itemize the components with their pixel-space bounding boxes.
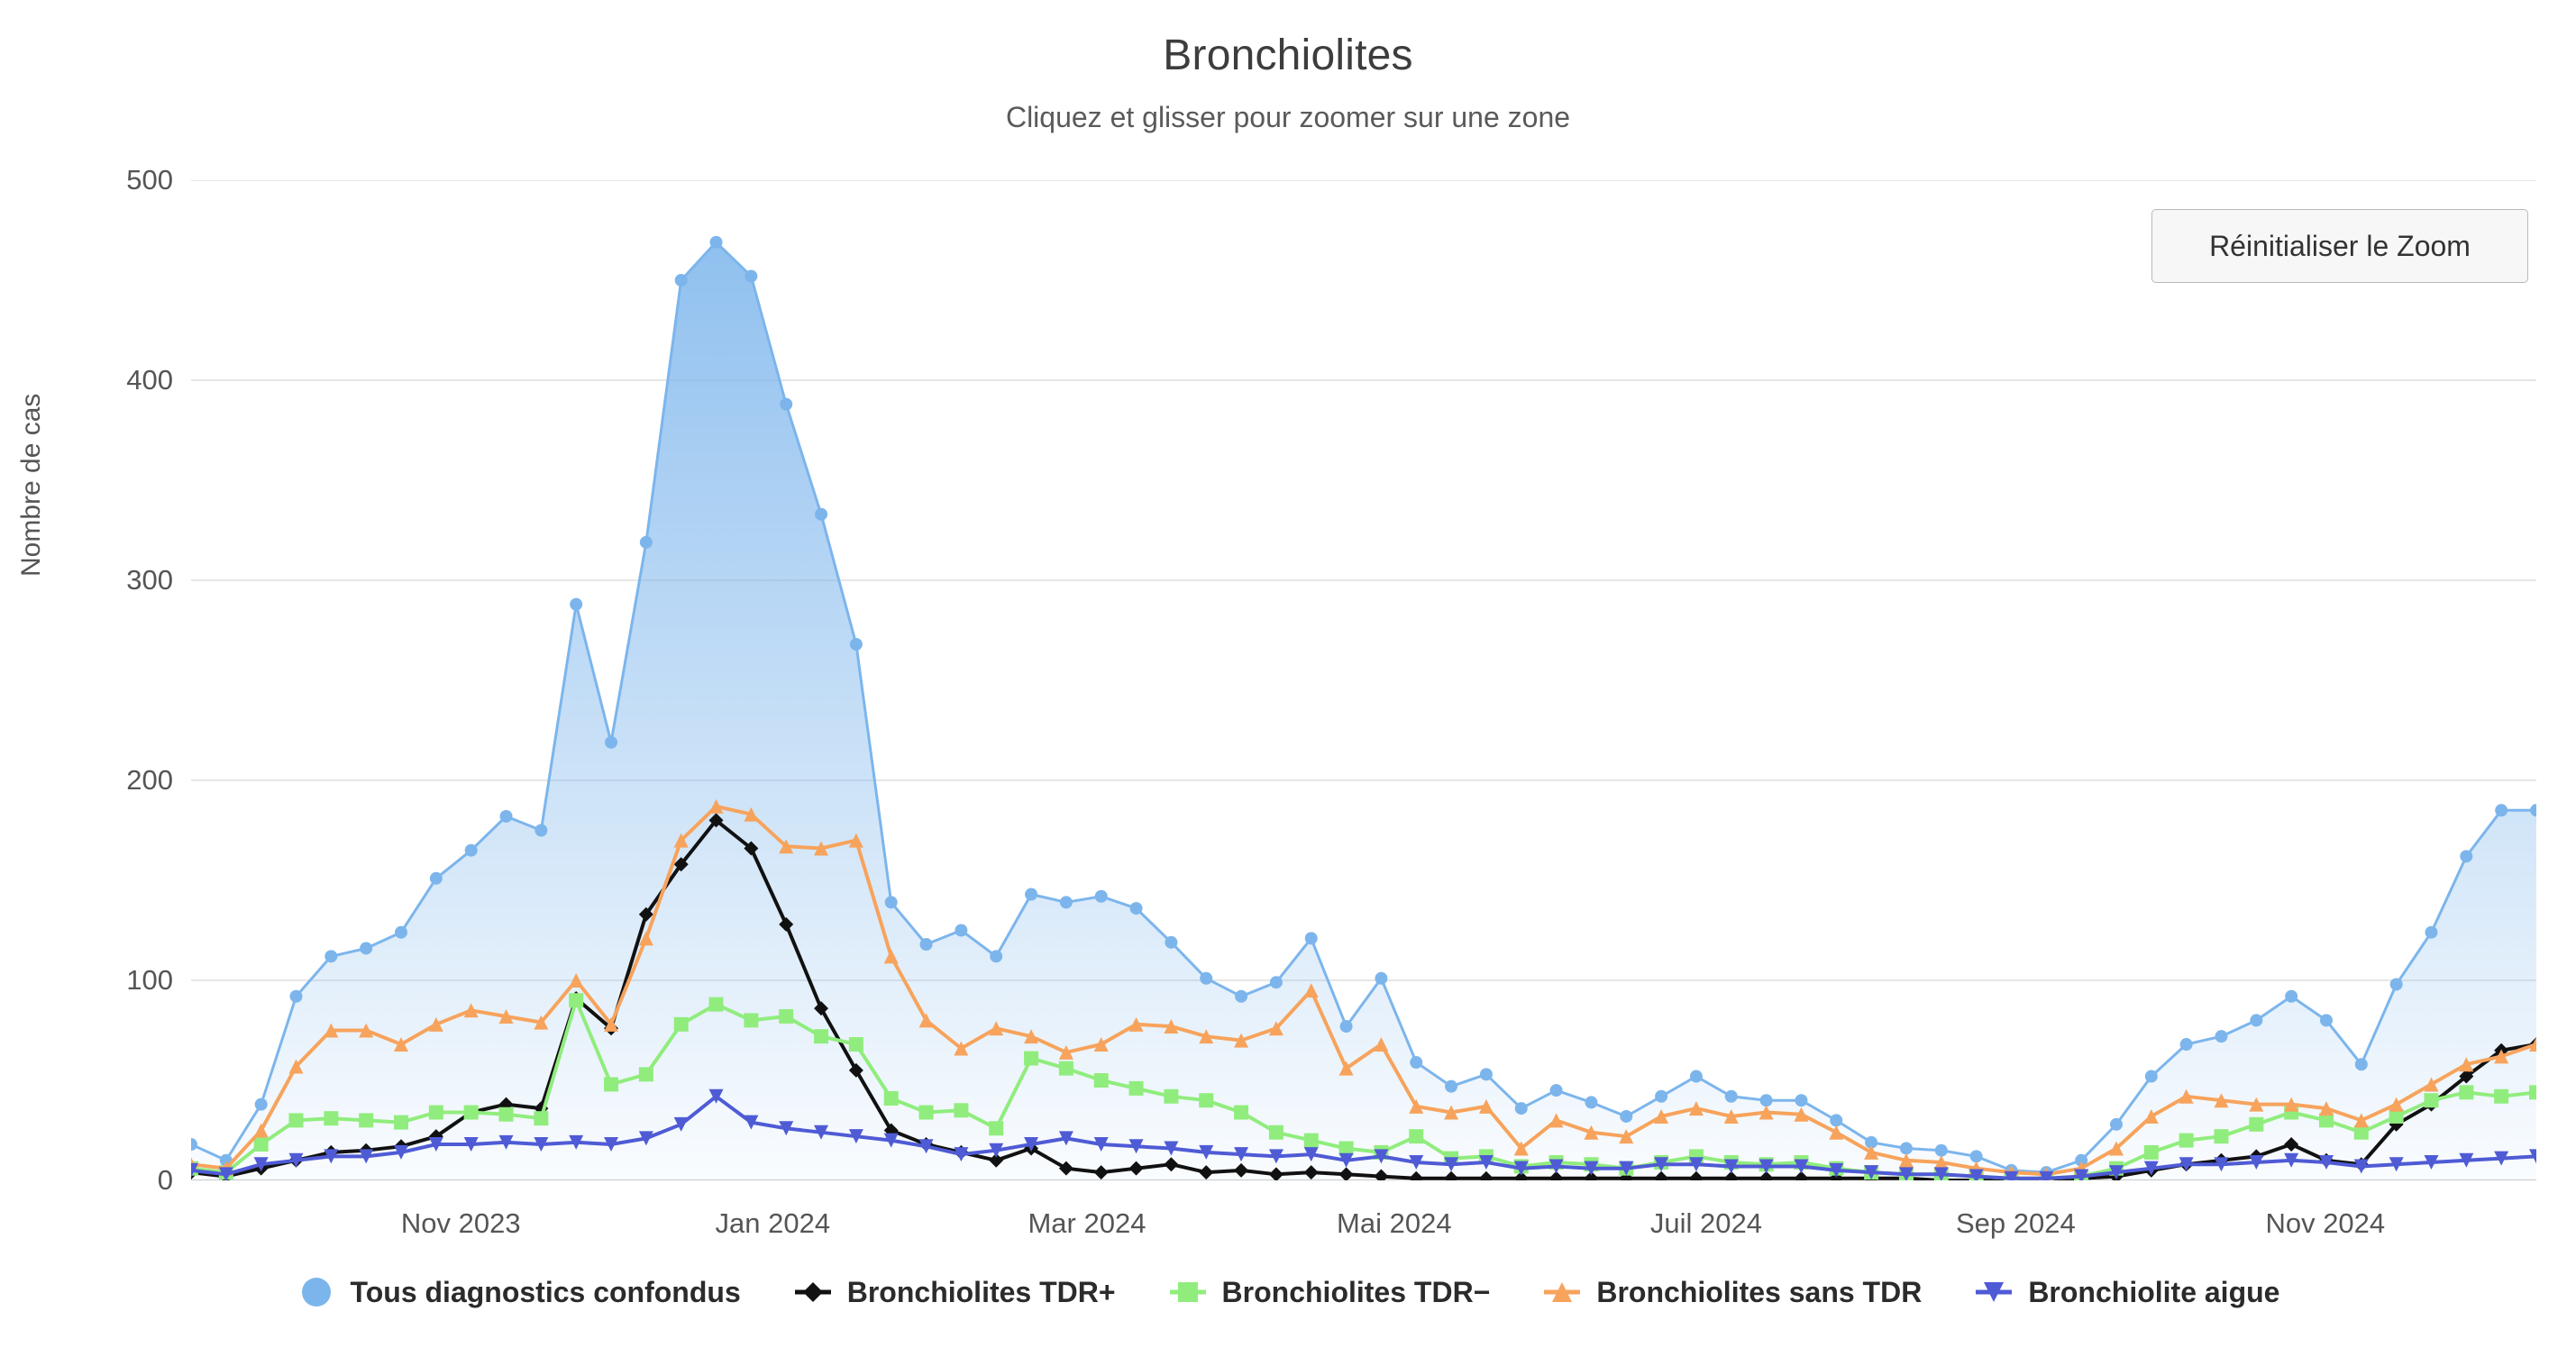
series-marker — [744, 1013, 758, 1027]
x-tick-label: Juil 2024 — [1649, 1207, 1762, 1239]
series-marker — [850, 638, 863, 651]
series-marker — [1445, 1080, 1457, 1093]
triangle-down-icon — [1974, 1272, 2014, 1312]
series-marker — [1375, 972, 1387, 985]
series-marker — [2249, 1117, 2263, 1132]
chart-svg — [191, 180, 2536, 1180]
x-tick-label: Jan 2024 — [715, 1207, 831, 1239]
legend-item-label: Bronchiolites TDR+ — [846, 1275, 1116, 1308]
series-marker — [1164, 1089, 1178, 1104]
series-marker — [1830, 1114, 1842, 1126]
chart-subtitle: Cliquez et glisser pour zoomer sur une zone — [1005, 101, 1571, 133]
series-marker — [1585, 1096, 1597, 1108]
series-marker — [710, 236, 723, 249]
series-marker — [1199, 1093, 1213, 1107]
diamond-icon — [793, 1272, 833, 1312]
series-marker — [2495, 804, 2507, 816]
series-marker — [569, 993, 583, 1007]
legend-item[interactable] — [297, 1272, 741, 1312]
series-marker — [1409, 1129, 1423, 1143]
series-marker — [1655, 1090, 1667, 1103]
series-marker — [1095, 890, 1108, 903]
series-marker — [1725, 1090, 1738, 1103]
legend-item[interactable] — [1974, 1272, 2279, 1312]
series-marker — [2145, 1070, 2158, 1083]
series-marker — [639, 1067, 653, 1081]
series-marker — [1410, 1056, 1422, 1069]
y-tick-label: 500 — [126, 164, 173, 196]
series-marker — [2320, 1014, 2333, 1026]
series-marker — [499, 1107, 514, 1122]
y-tick-label: 400 — [126, 364, 173, 396]
series-marker — [2250, 1014, 2262, 1026]
series-marker — [1550, 1084, 1563, 1097]
x-tick-label: Nov 2023 — [400, 1207, 521, 1239]
series-marker — [2529, 1085, 2536, 1099]
series-marker — [465, 844, 478, 857]
y-tick-label: 200 — [126, 764, 173, 796]
series-marker — [2390, 978, 2403, 990]
series-marker — [570, 598, 582, 611]
series-marker — [849, 1037, 863, 1052]
series-marker — [2215, 1030, 2227, 1043]
series-marker — [815, 508, 827, 521]
series-marker — [1024, 1052, 1038, 1066]
plot-area[interactable] — [191, 180, 2536, 1180]
series-marker — [1270, 976, 1283, 988]
series-marker — [324, 950, 337, 962]
legend-item-label: Bronchiolites TDR− — [1221, 1275, 1491, 1308]
x-tick-label: Sep 2024 — [1955, 1207, 2076, 1239]
series-marker — [1935, 1144, 1948, 1157]
series-marker — [1480, 1068, 1493, 1080]
series-marker — [919, 1106, 934, 1120]
series-marker — [2110, 1118, 2123, 1131]
series-marker — [395, 926, 407, 939]
circle-icon — [297, 1272, 336, 1312]
series-marker — [1235, 990, 1247, 1003]
legend-item[interactable] — [1168, 1272, 1491, 1312]
series-marker — [2425, 926, 2437, 939]
series-marker — [1165, 936, 1177, 949]
y-tick-label: 100 — [126, 964, 173, 996]
series-marker — [1305, 932, 1318, 944]
series-marker — [675, 274, 688, 287]
series-marker — [2459, 1085, 2473, 1099]
series-marker — [1515, 1102, 1528, 1115]
series-marker — [534, 824, 547, 837]
series-marker — [884, 1091, 899, 1106]
series-marker — [1900, 1142, 1913, 1154]
chart-legend — [0, 1272, 2576, 1312]
series-marker — [324, 1111, 338, 1125]
series-marker — [814, 1029, 828, 1043]
series-marker — [674, 1017, 689, 1032]
series-marker — [2355, 1058, 2368, 1070]
legend-item-label: Bronchiolite aigue — [2028, 1275, 2280, 1308]
series-marker — [1025, 888, 1037, 901]
y-tick-label: 300 — [126, 564, 173, 596]
square-icon — [1168, 1272, 1208, 1312]
series-marker — [1970, 1150, 1983, 1162]
triangle-up-icon — [1542, 1272, 1582, 1312]
legend-item[interactable] — [1542, 1272, 1922, 1312]
series-marker — [360, 942, 372, 954]
series-marker — [2494, 1089, 2508, 1104]
series-marker — [2285, 990, 2297, 1003]
series-marker — [640, 536, 653, 549]
series-marker — [2144, 1145, 2159, 1160]
series-marker — [430, 872, 443, 885]
series-marker — [2180, 1038, 2193, 1051]
series-marker — [1059, 1061, 1073, 1076]
series-marker — [2424, 1093, 2438, 1107]
series-marker — [1690, 1070, 1703, 1083]
series-marker — [1795, 1094, 1807, 1106]
series-marker — [1129, 1081, 1144, 1096]
x-tick-label: Nov 2024 — [2265, 1207, 2386, 1239]
series-marker — [500, 810, 513, 823]
series-marker — [604, 1077, 618, 1091]
series-marker — [990, 950, 1002, 962]
x-tick-label: Mar 2024 — [1028, 1207, 1146, 1239]
legend-item-label: Bronchiolites sans TDR — [1596, 1275, 1923, 1308]
series-marker — [534, 1111, 548, 1125]
series-marker — [709, 997, 724, 1012]
y-tick-label: 0 — [157, 1164, 173, 1196]
series-marker — [2179, 1134, 2194, 1148]
series-marker — [254, 1137, 269, 1152]
series-marker — [1269, 1125, 1283, 1140]
series-marker — [359, 1113, 373, 1127]
series-marker — [779, 1009, 793, 1024]
series-marker — [605, 736, 617, 749]
series-marker — [1760, 1094, 1773, 1106]
series-marker — [1130, 902, 1143, 915]
series-marker — [1060, 896, 1073, 908]
series-marker — [2214, 1129, 2228, 1143]
series-marker — [1094, 1073, 1109, 1088]
series-marker — [780, 398, 792, 411]
y-axis-title: Nombre de cas — [16, 393, 46, 577]
x-tick-label: Mai 2024 — [1337, 1207, 1452, 1239]
series-marker — [744, 270, 757, 283]
series-marker — [289, 1113, 304, 1127]
series-marker — [429, 1106, 443, 1120]
series-marker — [920, 938, 933, 951]
series-marker — [954, 1103, 968, 1117]
series-marker — [1234, 1106, 1248, 1120]
series-marker — [1620, 1110, 1632, 1123]
series-marker — [885, 896, 898, 908]
series-marker — [1340, 1020, 1353, 1033]
series-marker — [290, 990, 303, 1003]
series-marker — [2460, 850, 2472, 862]
reset-zoom-button[interactable]: Réinitialiser le Zoom — [2151, 209, 2528, 283]
series-marker — [1200, 972, 1212, 985]
series-marker — [394, 1116, 408, 1130]
legend-item[interactable] — [793, 1272, 1116, 1312]
legend-item-label: Tous diagnostics confondus — [350, 1275, 741, 1308]
series-marker — [989, 1121, 1003, 1135]
series-marker — [255, 1098, 268, 1111]
page-title: Bronchiolites — [1163, 32, 1413, 79]
series-marker — [955, 924, 967, 937]
series-marker — [464, 1106, 479, 1120]
series-marker — [1304, 1134, 1319, 1148]
